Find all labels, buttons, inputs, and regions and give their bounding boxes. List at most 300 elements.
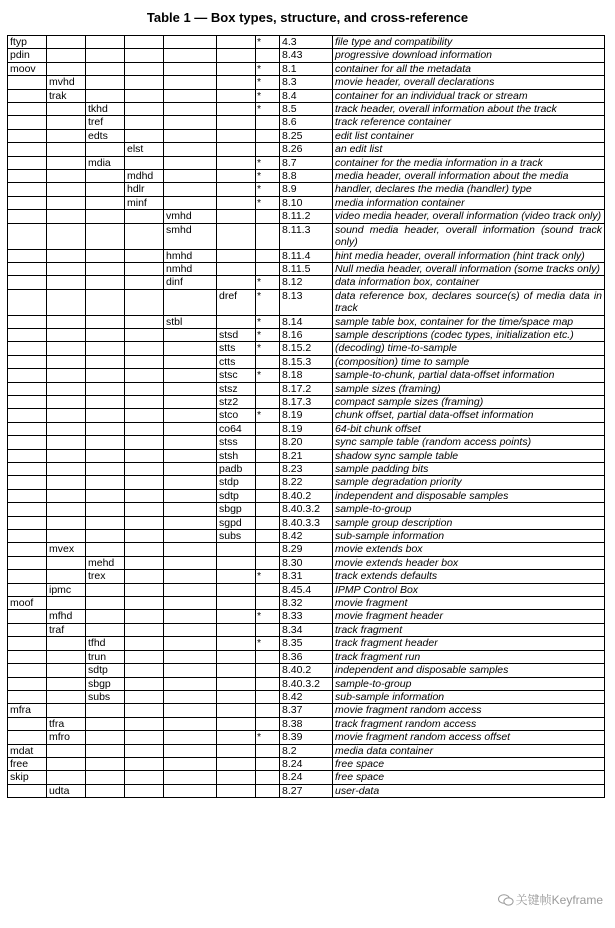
empty-cell — [8, 530, 47, 543]
description-cell: movie fragment — [333, 597, 605, 610]
empty-cell — [8, 570, 47, 583]
empty-cell — [217, 610, 256, 623]
empty-cell — [164, 650, 217, 663]
empty-cell — [164, 170, 217, 183]
table-row — [8, 556, 605, 569]
empty-cell — [164, 89, 217, 102]
empty-cell — [8, 637, 47, 650]
section-cell: 8.32 — [280, 597, 333, 610]
empty-cell — [164, 49, 217, 62]
empty-cell — [8, 342, 47, 355]
empty-cell — [47, 690, 86, 703]
empty-cell — [125, 597, 164, 610]
description-cell: movie fragment header — [333, 610, 605, 623]
empty-cell — [86, 262, 125, 275]
empty-cell — [164, 610, 217, 623]
empty-cell — [164, 382, 217, 395]
empty-cell — [217, 89, 256, 102]
description-cell: hint media header, overall information (hint track only) — [333, 249, 605, 262]
empty-cell — [86, 196, 125, 209]
empty-cell — [125, 76, 164, 89]
box-name-cell: sgpd — [217, 516, 256, 529]
mandatory-cell — [256, 717, 280, 730]
empty-cell — [47, 677, 86, 690]
empty-cell — [8, 583, 47, 596]
table-row — [8, 129, 605, 142]
empty-cell — [125, 289, 164, 315]
table-row — [8, 409, 605, 422]
box-name-cell: minf — [125, 196, 164, 209]
empty-cell — [47, 382, 86, 395]
empty-cell — [8, 409, 47, 422]
mandatory-cell — [256, 382, 280, 395]
empty-cell — [47, 409, 86, 422]
mandatory-cell — [256, 503, 280, 516]
empty-cell — [8, 395, 47, 408]
table-row — [8, 289, 605, 315]
box-name-cell: hdlr — [125, 183, 164, 196]
empty-cell — [164, 771, 217, 784]
empty-cell — [164, 556, 217, 569]
empty-cell — [164, 597, 217, 610]
box-name-cell: moov — [8, 62, 47, 75]
section-cell: 8.6 — [280, 116, 333, 129]
description-cell: data information box, container — [333, 276, 605, 289]
empty-cell — [164, 543, 217, 556]
empty-cell — [86, 289, 125, 315]
empty-cell — [125, 664, 164, 677]
empty-cell — [86, 422, 125, 435]
empty-cell — [47, 62, 86, 75]
empty-cell — [86, 382, 125, 395]
description-cell: container for the media information in a track — [333, 156, 605, 169]
description-cell: data reference box, declares source(s) of media data in track — [333, 289, 605, 315]
empty-cell — [47, 156, 86, 169]
section-cell: 8.27 — [280, 784, 333, 797]
empty-cell — [47, 422, 86, 435]
section-cell: 8.7 — [280, 156, 333, 169]
empty-cell — [86, 784, 125, 797]
empty-cell — [86, 62, 125, 75]
empty-cell — [47, 436, 86, 449]
wechat-icon — [498, 894, 514, 906]
table-row — [8, 382, 605, 395]
description-cell: sub-sample information — [333, 530, 605, 543]
description-cell: sample table box, container for the time/space map — [333, 315, 605, 328]
table-row — [8, 717, 605, 730]
empty-cell — [164, 463, 217, 476]
empty-cell — [86, 623, 125, 636]
mandatory-cell: * — [256, 183, 280, 196]
box-name-cell: trex — [86, 570, 125, 583]
empty-cell — [47, 143, 86, 156]
section-cell: 8.11.4 — [280, 249, 333, 262]
table-row — [8, 503, 605, 516]
empty-cell — [47, 704, 86, 717]
empty-cell — [125, 623, 164, 636]
description-cell: track fragment header — [333, 637, 605, 650]
mandatory-cell — [256, 650, 280, 663]
section-cell: 8.33 — [280, 610, 333, 623]
empty-cell — [125, 463, 164, 476]
box-name-cell: ipmc — [47, 583, 86, 596]
empty-cell — [164, 690, 217, 703]
table-row — [8, 516, 605, 529]
section-cell: 8.43 — [280, 49, 333, 62]
mandatory-cell: * — [256, 637, 280, 650]
table-row — [8, 771, 605, 784]
empty-cell — [125, 677, 164, 690]
box-name-cell: mdia — [86, 156, 125, 169]
empty-cell — [125, 355, 164, 368]
description-cell: sample padding bits — [333, 463, 605, 476]
table-title: Table 1 — Box types, structure, and cross-reference — [146, 10, 469, 25]
empty-cell — [217, 210, 256, 223]
empty-cell — [8, 262, 47, 275]
empty-cell — [164, 677, 217, 690]
mandatory-cell — [256, 449, 280, 462]
empty-cell — [47, 369, 86, 382]
empty-cell — [217, 623, 256, 636]
mandatory-cell — [256, 262, 280, 275]
table-row — [8, 731, 605, 744]
empty-cell — [47, 36, 86, 49]
table-row — [8, 623, 605, 636]
watermark — [496, 891, 605, 908]
description-cell: sync sample table (random access points) — [333, 436, 605, 449]
empty-cell — [164, 76, 217, 89]
empty-cell — [125, 156, 164, 169]
empty-cell — [125, 62, 164, 75]
description-cell: track extends defaults — [333, 570, 605, 583]
table-row — [8, 262, 605, 275]
section-cell: 8.8 — [280, 170, 333, 183]
empty-cell — [164, 369, 217, 382]
empty-cell — [47, 328, 86, 341]
box-types-table — [7, 35, 605, 798]
empty-cell — [47, 210, 86, 223]
section-cell: 8.3 — [280, 76, 333, 89]
empty-cell — [8, 664, 47, 677]
empty-cell — [164, 623, 217, 636]
empty-cell — [86, 530, 125, 543]
empty-cell — [125, 503, 164, 516]
description-cell: free space — [333, 771, 605, 784]
mandatory-cell — [256, 597, 280, 610]
empty-cell — [217, 170, 256, 183]
table-row — [8, 315, 605, 328]
empty-cell — [217, 744, 256, 757]
description-cell: sample group description — [333, 516, 605, 529]
section-cell: 8.24 — [280, 771, 333, 784]
empty-cell — [86, 516, 125, 529]
mandatory-cell — [256, 355, 280, 368]
section-cell: 8.40.3.3 — [280, 516, 333, 529]
table-row — [8, 597, 605, 610]
table-row — [8, 449, 605, 462]
empty-cell — [125, 315, 164, 328]
empty-cell — [8, 449, 47, 462]
description-cell: 64-bit chunk offset — [333, 422, 605, 435]
empty-cell — [8, 556, 47, 569]
empty-cell — [125, 543, 164, 556]
empty-cell — [217, 757, 256, 770]
description-cell: media information container — [333, 196, 605, 209]
section-cell: 8.4 — [280, 89, 333, 102]
box-name-cell: subs — [86, 690, 125, 703]
box-name-cell: skip — [8, 771, 47, 784]
empty-cell — [125, 489, 164, 502]
empty-cell — [86, 463, 125, 476]
empty-cell — [47, 170, 86, 183]
description-cell: media data container — [333, 744, 605, 757]
empty-cell — [86, 436, 125, 449]
empty-cell — [164, 328, 217, 341]
empty-cell — [217, 731, 256, 744]
mandatory-cell — [256, 530, 280, 543]
description-cell: video media header, overall information (video track only) — [333, 210, 605, 223]
box-name-cell: vmhd — [164, 210, 217, 223]
table-row — [8, 103, 605, 116]
box-name-cell: traf — [47, 623, 86, 636]
section-cell: 8.15.3 — [280, 355, 333, 368]
box-name-cell: sbgp — [217, 503, 256, 516]
mandatory-cell: * — [256, 62, 280, 75]
empty-cell — [47, 503, 86, 516]
section-cell: 8.45.4 — [280, 583, 333, 596]
mandatory-cell — [256, 543, 280, 556]
mandatory-cell: * — [256, 731, 280, 744]
box-name-cell: stsd — [217, 328, 256, 341]
empty-cell — [164, 422, 217, 435]
empty-cell — [8, 677, 47, 690]
empty-cell — [47, 116, 86, 129]
box-name-cell: co64 — [217, 422, 256, 435]
mandatory-cell — [256, 664, 280, 677]
empty-cell — [86, 210, 125, 223]
empty-cell — [164, 409, 217, 422]
mandatory-cell — [256, 49, 280, 62]
table-row — [8, 369, 605, 382]
box-name-cell: trak — [47, 89, 86, 102]
mandatory-cell — [256, 516, 280, 529]
empty-cell — [47, 223, 86, 249]
mandatory-cell — [256, 771, 280, 784]
empty-cell — [125, 422, 164, 435]
box-name-cell: tfhd — [86, 637, 125, 650]
table-row — [8, 143, 605, 156]
empty-cell — [125, 249, 164, 262]
empty-cell — [125, 610, 164, 623]
empty-cell — [164, 476, 217, 489]
section-cell: 8.19 — [280, 422, 333, 435]
box-name-cell: hmhd — [164, 249, 217, 262]
empty-cell — [47, 196, 86, 209]
empty-cell — [217, 704, 256, 717]
empty-cell — [8, 76, 47, 89]
section-cell: 4.3 — [280, 36, 333, 49]
table-row — [8, 249, 605, 262]
empty-cell — [125, 530, 164, 543]
mandatory-cell — [256, 744, 280, 757]
table-row — [8, 342, 605, 355]
empty-cell — [125, 556, 164, 569]
empty-cell — [125, 49, 164, 62]
empty-cell — [217, 276, 256, 289]
mandatory-cell — [256, 757, 280, 770]
empty-cell — [217, 771, 256, 784]
empty-cell — [164, 583, 217, 596]
empty-cell — [125, 637, 164, 650]
box-name-cell: trun — [86, 650, 125, 663]
table-row — [8, 664, 605, 677]
table-row — [8, 784, 605, 797]
empty-cell — [86, 89, 125, 102]
empty-cell — [86, 583, 125, 596]
box-name-cell: tkhd — [86, 103, 125, 116]
table-row — [8, 463, 605, 476]
box-name-cell: mfro — [47, 731, 86, 744]
description-cell: independent and disposable samples — [333, 489, 605, 502]
box-name-cell: mvex — [47, 543, 86, 556]
empty-cell — [217, 677, 256, 690]
description-cell: media header, overall information about the media — [333, 170, 605, 183]
box-name-cell: stco — [217, 409, 256, 422]
empty-cell — [164, 395, 217, 408]
mandatory-cell: * — [256, 89, 280, 102]
empty-cell — [217, 223, 256, 249]
description-cell: chunk offset, partial data-offset information — [333, 409, 605, 422]
mandatory-cell — [256, 210, 280, 223]
empty-cell — [125, 369, 164, 382]
empty-cell — [47, 103, 86, 116]
table-row — [8, 744, 605, 757]
empty-cell — [217, 156, 256, 169]
empty-cell — [47, 570, 86, 583]
box-name-cell: elst — [125, 143, 164, 156]
section-cell: 8.31 — [280, 570, 333, 583]
empty-cell — [47, 516, 86, 529]
section-cell: 8.14 — [280, 315, 333, 328]
table-row — [8, 637, 605, 650]
empty-cell — [86, 342, 125, 355]
empty-cell — [47, 449, 86, 462]
mandatory-cell — [256, 556, 280, 569]
description-cell: sample-to-group — [333, 677, 605, 690]
table-row — [8, 210, 605, 223]
empty-cell — [164, 704, 217, 717]
description-cell: container for an individual track or stream — [333, 89, 605, 102]
section-cell: 8.39 — [280, 731, 333, 744]
mandatory-cell: * — [256, 315, 280, 328]
empty-cell — [164, 757, 217, 770]
empty-cell — [8, 623, 47, 636]
mandatory-cell — [256, 623, 280, 636]
section-cell: 8.11.5 — [280, 262, 333, 275]
description-cell: edit list container — [333, 129, 605, 142]
section-cell: 8.13 — [280, 289, 333, 315]
empty-cell — [8, 436, 47, 449]
box-name-cell: stss — [217, 436, 256, 449]
empty-cell — [8, 328, 47, 341]
empty-cell — [217, 143, 256, 156]
empty-cell — [217, 62, 256, 75]
box-name-cell: mehd — [86, 556, 125, 569]
empty-cell — [8, 156, 47, 169]
empty-cell — [47, 355, 86, 368]
empty-cell — [164, 449, 217, 462]
mandatory-cell — [256, 704, 280, 717]
section-cell: 8.24 — [280, 757, 333, 770]
empty-cell — [125, 382, 164, 395]
empty-cell — [125, 129, 164, 142]
table-row — [8, 196, 605, 209]
section-cell: 8.29 — [280, 543, 333, 556]
table-row — [8, 183, 605, 196]
mandatory-cell: * — [256, 36, 280, 49]
empty-cell — [47, 183, 86, 196]
table-row — [8, 543, 605, 556]
description-cell: IPMP Control Box — [333, 583, 605, 596]
empty-cell — [125, 744, 164, 757]
section-cell: 8.20 — [280, 436, 333, 449]
empty-cell — [125, 570, 164, 583]
empty-cell — [164, 503, 217, 516]
box-name-cell: sdtp — [217, 489, 256, 502]
empty-cell — [8, 355, 47, 368]
empty-cell — [217, 650, 256, 663]
empty-cell — [164, 62, 217, 75]
description-cell: track fragment random access — [333, 717, 605, 730]
empty-cell — [217, 583, 256, 596]
table-row — [8, 436, 605, 449]
table-row — [8, 89, 605, 102]
mandatory-cell: * — [256, 76, 280, 89]
section-cell: 8.26 — [280, 143, 333, 156]
table-row — [8, 170, 605, 183]
empty-cell — [86, 704, 125, 717]
empty-cell — [164, 289, 217, 315]
mandatory-cell — [256, 784, 280, 797]
section-cell: 8.23 — [280, 463, 333, 476]
description-cell: container for all the metadata — [333, 62, 605, 75]
empty-cell — [86, 610, 125, 623]
empty-cell — [125, 328, 164, 341]
empty-cell — [125, 276, 164, 289]
mandatory-cell — [256, 583, 280, 596]
empty-cell — [217, 637, 256, 650]
description-cell: file type and compatibility — [333, 36, 605, 49]
description-cell: independent and disposable samples — [333, 664, 605, 677]
table-row — [8, 610, 605, 623]
mandatory-cell: * — [256, 342, 280, 355]
empty-cell — [86, 449, 125, 462]
mandatory-cell: * — [256, 570, 280, 583]
section-cell: 8.5 — [280, 103, 333, 116]
empty-cell — [86, 597, 125, 610]
empty-cell — [125, 583, 164, 596]
description-cell: sample-to-chunk, partial data-offset information — [333, 369, 605, 382]
box-name-cell: smhd — [164, 223, 217, 249]
empty-cell — [47, 556, 86, 569]
empty-cell — [125, 36, 164, 49]
mandatory-cell: * — [256, 328, 280, 341]
empty-cell — [8, 650, 47, 663]
mandatory-cell — [256, 463, 280, 476]
section-cell: 8.19 — [280, 409, 333, 422]
table-row — [8, 223, 605, 249]
description-cell: handler, declares the media (handler) type — [333, 183, 605, 196]
